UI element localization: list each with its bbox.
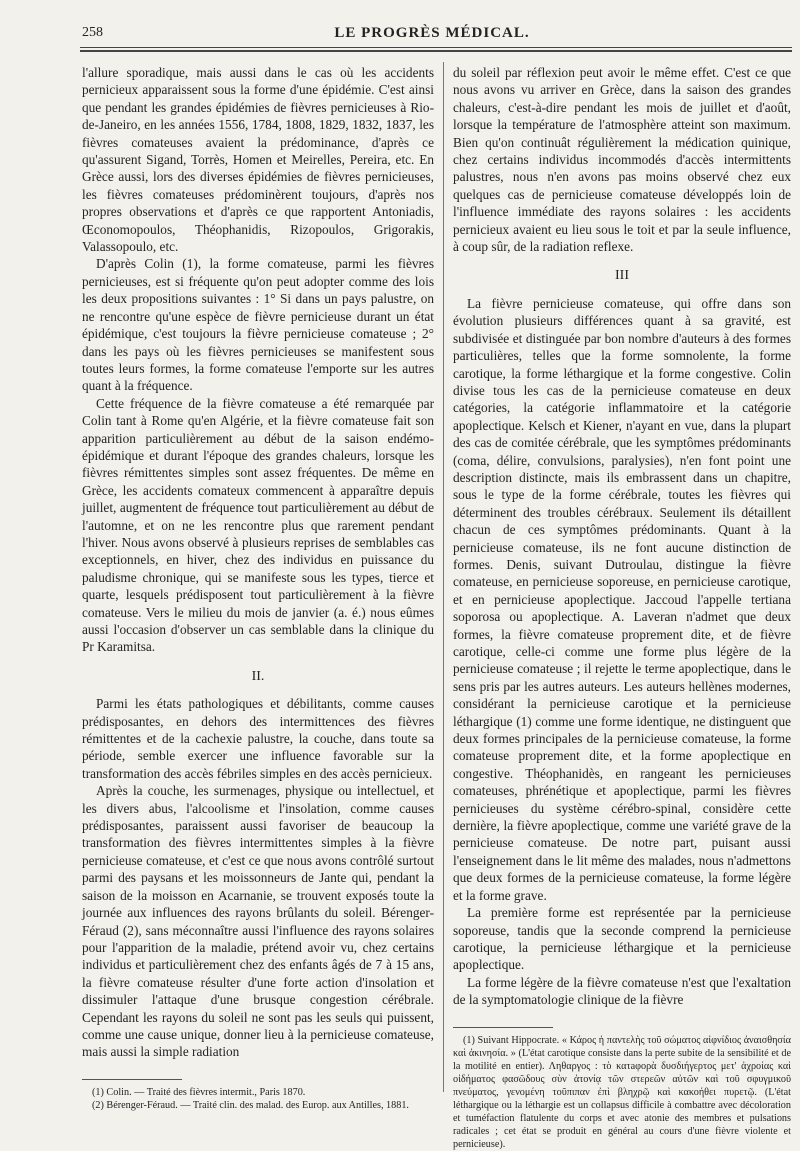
page-header: [72, 22, 792, 44]
paragraph: du soleil par réflexion peut avoir le même effet. C'est ce que nous avons vu arriver en Grèce, dans la saison des grandes chaleurs, c'est-à-dire pendant les mois de juillet et d'août, lorsque la température de l'atmosphère atteint son maximum. Bien qu'on continuât régulièrement la médication quinique, chez certains individus incommodés d'accès intermittents palustres, nous n'en avons pas moins observé chez eux quelques cas de pernicieuse comateuse développés loin de l'influence immédiate des rayons solaires : les accidents pernicieux avaient eu lieu sous le toit et par la seule influence, à coup sûr, de la radiation reflexe.: [453, 65, 791, 255]
footnote: (1) Colin. — Traité des fièvres intermit., Paris 1870.: [92, 1086, 306, 1098]
header-rule: [80, 47, 792, 48]
column-divider: [443, 62, 444, 1092]
page-number: 258: [82, 25, 103, 40]
footnote: (2) Bérenger-Féraud. — Traité clin. des malad. des Europ. aux Antilles, 1881.: [92, 1099, 409, 1111]
paragraph: La forme légère de la fièvre comateuse n'est que l'exaltation de la symptomatologie clinique de la fièvre: [453, 974, 791, 1008]
paragraph: Cette fréquence de la fièvre comateuse a été remarquée par Colin tant à Rome qu'en Algérie, et la fièvre comateuse fait son apparition particulièrement au début de la saison endémo-épidémique et durant l'époque des grandes chaleurs, lorsque les fièvres rémittentes simples sont assez fréquentes. De même en Grèce, les accidents comateux commencent à apparaître depuis juillet, augmentent de fréquence tout particulièrement au début de l'automne, et on ne les rencontre plus que rarement pendant l'hiver. Nous avons observé à plusieurs reprises de semblables cas exceptionnels, en hiver, chez des individus en puissance du paludisme chronique, qui se manifeste sous les types, tierce et quarte, lesquels prédisposent tout particulièrement à la fièvre comateuse. Vers le milieu du mois de janvier (a. é.) nous eûmes aussi l'occasion d'observer un cas semblable dans la clinique du Pr Karamitsa.: [82, 395, 434, 655]
right-column: [453, 64, 791, 1151]
journal-title: LE PROGRÈS MÉDICAL.: [334, 25, 530, 41]
section-heading: II.: [251, 668, 265, 684]
left-column: [82, 64, 434, 1112]
paragraph: Après la couche, les surmenages, physique ou intellectuel, et les divers abus, l'alcoolisme et l'insolation, comme causes prédisposantes, paraissent aussi favoriser de beaucoup la transformation des fièvres intermittentes simples à la fièvre pernicieuse comateuse, et c'est ce que nous avons contrôlé surtout parmi des paysans et les moissonneurs de Jante qui, pendant la saison de la moisson en Acarnanie, se trouvent exposés toute la journée aux influences des rayons brûlants du soleil. Bérenger-Féraud (2), sans méconnaître aussi l'influence des rayons solaires pour l'apparition de la maladie, prétend avoir vu, chez certains individus et particulièrement chez des enfants âgés de 7 à 15 ans, la fièvre comateuse résulter d'une forte action d'insolation et dissimuler l'attaque d'une brusque congestion cérébrale. Cependant les rayons du soleil ne sont pas les seuls qui puissent, comme une cause unique, donner lieu à la pernicieuse comateuse, mais aussi la simple radiation: [82, 783, 434, 1060]
paragraph: D'après Colin (1), la forme comateuse, parmi les fièvres pernicieuses, est si fréquente qu'on peut adopter comme des lois les deux propositions suivantes : 1° Si dans un pays palustre, on ne rencontre qu'une espèce de fièvre pernicieuse durant un état épidémique, c'est toujours la fièvre pernicieuse comateuse ; 2° dans les pays où les fièvres pernicieuses se manifestent sous toutes leurs formes, la forme comateuse l'emporte sur les autres quant à la fréquence.: [82, 256, 434, 394]
paragraph: La fièvre pernicieuse comateuse, qui offre dans son évolution plusieurs différences quant à sa gravité, est subdivisée et distinguée par bon nombre d'auteurs à des formes particulières, telles que la forme somnolente, la forme carotique, la forme léthargique et la forme congestive. Colin divise tous les cas de la pernicieuse comateuse en deux catégories, la catégorie inflammatoire et la catégorie apoplectique. Kelsch et Kiener, n'ayant en vue, dans la plupart des cas de comitée cérébrale, que les symptômes prédominants (coma, délire, convulsions, paralysies), n'en font point une description distincte, mais ils embrassent dans un chapitre, sous le type de la forme cérébrale, toutes les fièvres qui déterminent des troubles cérébraux. Seulement ils détaillent chacun de ces symptômes prédominants. Quant à la pernicieuse comateuse, ils ne font aucune distinction de formes. Denis, suivant Dutroulau, distingue la fièvre comateuse, en pernicieuse soporeuse, en pernicieuse carotique, et en pernicieuse apoplectique. Jaccoud l'appelle tertiana soporosa ou apoplectique. A. Laveran n'admet que deux formes, la fièvre comateuse proprement dite, et de fièvre carotique, celle-ci comme une forme plus légère de la pernicieuse comateuse ; il rejette le terme apoplectique, dans le sens pris par les autres auteurs. Les auteurs hellènes modernes, considérant la pernicieuse carotique et la pernicieuse léthargique (1) comme une forme identique, ne distinguent que deux formes principales de la pernicieuse comateuse, la forme comateuse proprement dite, et la forme apoplectique en congestive. Théophanidès, en rangeant les pernicieuses comateuses, phrénétique et apoplectique, parmi les fièvres pernicieuses du système cérébro-spinal, considère cette dernière, la fièvre apoplectique, comme une variété grave de la pernicieuse comateuse. De notre part, puisant aussi l'enseignement dans le lit même des malades, nous n'admettons que deux formes de la pernicieuse comateuse, la forme légère et la forme grave.: [453, 295, 791, 903]
section-heading: III: [615, 268, 629, 284]
header-rule-thick: [80, 50, 792, 52]
paragraph: La première forme est représentée par la pernicieuse soporeuse, tandis que la seconde comprend la pernicieuse carotique, la pernicieuse léthargique et la pernicieuse apoplectique.: [453, 905, 791, 973]
footnote: (1) Suivant Hippocrate. « Κάρος ἡ παντελὴς τοῦ σώματος αἰφνίδιος ἀναισθησία καὶ ἀκινησία. » (L'état carotique consiste dans la perte subite de la sensibilité et de la motilité en entier). Ληθαργος : τὸ κατaφορὰ δυσδιήγερτος μετ' ἀχροίας καὶ οἰδήματος φασῶδους σὺν ἀτονίᾳ τῶν στερεῶν αὐτῶν καὶ τοῦ σφυγμικοῦ πνεύματος, γενομένη τοῦπιπαν ἐπὶ βληχρῷ καὶ κακοήθει πυρετῷ. (L'état léthargique ou la léthargie est un collapsus difficile à combattre avec décoloration et tuméfaction flatulente du corps et avec atonie des membres et pulsations radicales ; cet état se produit en général au cours d'une fièvre violente et pernicieuse).: [453, 1034, 791, 1150]
footnote-rule: [453, 1027, 553, 1028]
paragraph: Parmi les états pathologiques et débilitants, comme causes prédisposantes, en dehors des intermittences des fièvres rémittentes et de la cachexie palustre, la couche, dans toute sa période, semble exercer une influence favorable sur la transformation des accès fébriles simples en des accès pernicieux.: [82, 696, 434, 781]
paragraph: l'allure sporadique, mais aussi dans le cas où les accidents pernicieux apparaissent sous la forme d'une épidémie. C'est ainsi que pendant les grandes épidémies de fièvres pernicieuses à Rio-de-Janeiro, en les années 1556, 1784, 1808, 1829, 1832, 1837, les fièvres comateuses avaient la prédominance, d'après ce qu'assurent Sigand, Torrès, Homen et Meirelles, Pereira, etc. En Grèce aussi, lors des diverses épidémies de fièvres pernicieuses, les fièvres comateuses prédominèrent toujours, d'après nos propres observations et d'après ce que rapportent Antoniadis, Œconomopoulos, Théophanidis, Rizopoulos, Grigorakis, Valassopoulo, etc.: [82, 65, 434, 255]
footnote-rule: [82, 1079, 182, 1080]
